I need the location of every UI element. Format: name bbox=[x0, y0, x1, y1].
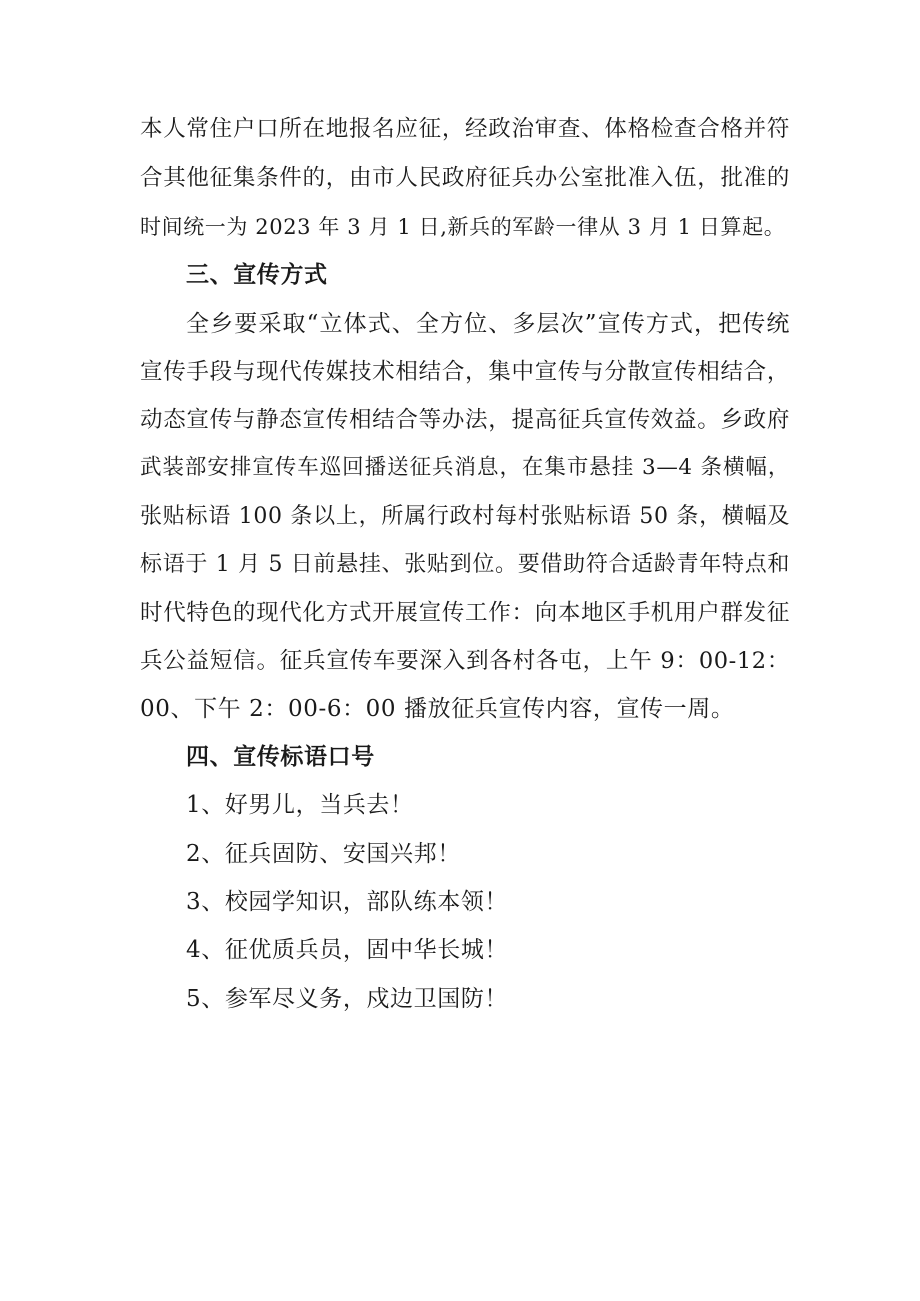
publicity-paragraph-line-2: 宣传手段与现代传媒技术相结合，集中宣传与分散宣传相结合， bbox=[140, 359, 790, 385]
slogan-item-4: 4、征优质兵员，固中华长城！ bbox=[186, 937, 509, 963]
slogan-item-1: 1、好男儿，当兵去！ bbox=[186, 792, 414, 818]
publicity-paragraph-line-9: 00、下午 2：00-6：00 播放征兵宣传内容，宣传一周。 bbox=[140, 696, 735, 722]
publicity-paragraph-line-3: 动态宣传与静态宣传相结合等办法，提高征兵宣传效益。乡政府 bbox=[140, 407, 790, 433]
enlistment-paragraph-line-1: 本人常住户口所在地报名应征，经政治审查、体格检查合格并符 bbox=[140, 116, 790, 142]
section-heading-publicity-methods: 三、宣传方式 bbox=[186, 262, 328, 288]
publicity-paragraph-line-6: 标语于 1 月 5 日前悬挂、张贴到位。要借助符合适龄青年特点和 bbox=[140, 552, 790, 577]
publicity-paragraph-line-1: 全乡要采取“立体式、全方位、多层次”宣传方式，把传统 bbox=[186, 311, 790, 337]
slogan-item-5: 5、参军尽义务，戍边卫国防！ bbox=[186, 986, 509, 1012]
enlistment-paragraph-line-2: 合其他征集条件的，由市人民政府征兵办公室批准入伍，批准的 bbox=[140, 165, 790, 191]
enlistment-paragraph-line-3: 时间统一为 2023 年 3 月 1 日,新兵的军龄一律从 3 月 1 日算起。 bbox=[140, 215, 786, 239]
slogan-item-3: 3、校园学知识，部队练本领！ bbox=[186, 889, 509, 915]
publicity-paragraph-line-8: 兵公益短信。征兵宣传车要深入到各村各屯，上午 9：00-12： bbox=[140, 648, 790, 674]
section-heading-slogans: 四、宣传标语口号 bbox=[186, 744, 375, 770]
publicity-paragraph-line-4: 武装部安排宣传车巡回播送征兵消息，在集市悬挂 3—4 条横幅， bbox=[140, 455, 790, 480]
slogan-item-2: 2、征兵固防、安国兴邦！ bbox=[186, 841, 461, 867]
publicity-paragraph-line-5: 张贴标语 100 条以上，所属行政村每村张贴标语 50 条，横幅及 bbox=[140, 504, 790, 529]
publicity-paragraph-line-7: 时代特色的现代化方式开展宣传工作：向本地区手机用户群发征 bbox=[140, 600, 790, 626]
